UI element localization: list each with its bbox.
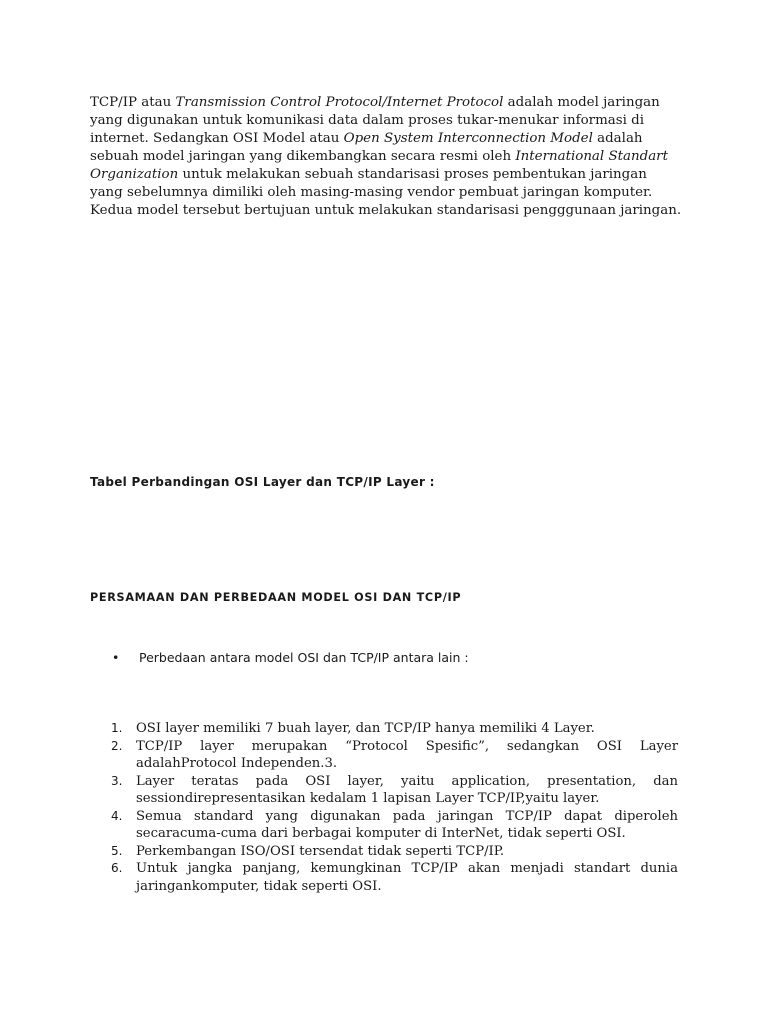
bullet-list <box>90 650 690 665</box>
intro-text-4: untuk melakukan sebuah standarisasi proses pembentukan jaringan yang sebelumnya dimiliki oleh masing-masing vendor pembuat jaringan komputer. Kedua model tersebut bertujuan untuk melakukan standarisasi pengggunaan jaringan. <box>90 167 682 218</box>
list-number: 3. <box>111 773 123 788</box>
bullet-text: Perbedaan antara model OSI dan TCP/IP antara lain : <box>139 650 469 665</box>
list-text: Layer teratas pada OSI layer, yaitu application, presentation, dan sessiondirepresentasikan kedalam 1 lapisan Layer TCP/IP,yaitu layer. <box>136 773 678 806</box>
list-text: Untuk jangka panjang, kemungkinan TCP/IP akan menjadi standart dunia jaringankomputer, tidak seperti OSI. <box>136 861 678 894</box>
list-item <box>90 843 678 861</box>
list-text: OSI layer memiliki 7 buah layer, dan TCP/IP hanya memiliki 4 Layer. <box>136 721 595 736</box>
intro-term-iso: International Standart Organization <box>90 149 668 182</box>
intro-text-1: TCP/IP atau <box>90 95 176 110</box>
intro-text-2: adalah model jaringan yang digunakan untuk komunikasi data dalam proses tukar-menukar informasi di internet. Sedangkan OSI Model atau <box>90 95 660 146</box>
list-item <box>90 720 678 738</box>
intro-term-tcpip: Transmission Control Protocol/Internet Protocol <box>175 95 504 110</box>
list-item <box>90 860 678 895</box>
list-text: Perkembangan ISO/OSI tersendat tidak seperti TCP/IP. <box>136 843 505 859</box>
bullet-item <box>90 650 690 665</box>
list-number: 4. <box>111 808 123 823</box>
intro-paragraph <box>90 94 682 220</box>
list-number: 2. <box>111 738 123 753</box>
list-item <box>90 738 678 773</box>
bullet-marker: • <box>112 650 120 665</box>
intro-term-osi: Open System Interconnection Model <box>343 131 593 146</box>
list-text: TCP/IP layer merupakan “Protocol Spesific”, sedangkan OSI Layer adalahProtocol Independen.3. <box>136 738 678 771</box>
list-item <box>90 808 678 843</box>
differences-list <box>90 720 678 895</box>
list-number: 1. <box>111 721 123 735</box>
list-item <box>90 773 678 808</box>
list-text: Semua standard yang digunakan pada jaringan TCP/IP dapat diperoleh secaracuma-cuma dari berbagai komputer di InterNet, tidak seperti OSI. <box>136 808 678 841</box>
table-heading: Tabel Perbandingan OSI Layer dan TCP/IP Layer : <box>90 475 435 489</box>
list-number: 5. <box>111 843 123 858</box>
list-number: 6. <box>111 861 123 875</box>
section-heading: PERSAMAAN DAN PERBEDAAN MODEL OSI DAN TCP/IP <box>90 591 462 604</box>
intro-text-3: adalah sebuah model jaringan yang dikembangkan secara resmi oleh <box>90 131 643 164</box>
